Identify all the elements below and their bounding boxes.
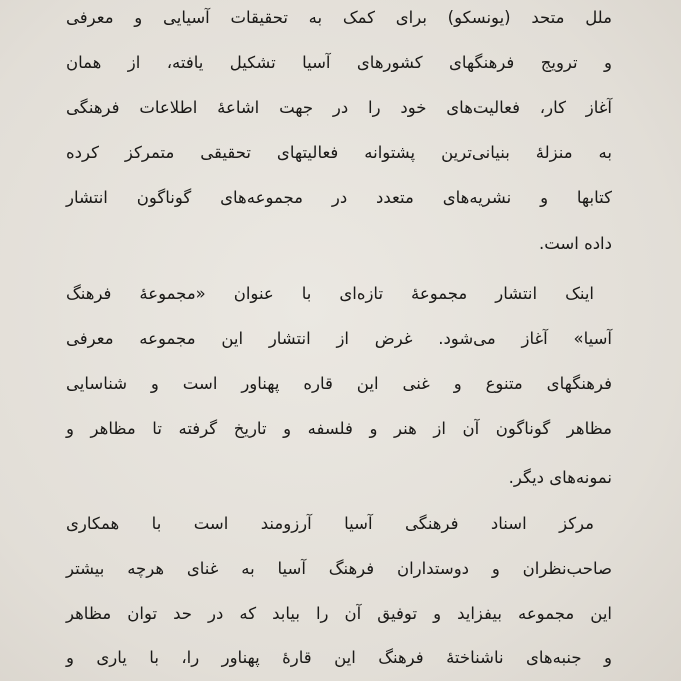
text-line: و ترویج فرهنگهای کشورهای آسیا تشکیل یافته، از همان xyxy=(66,53,612,72)
text-line: ملل متحد (یونسکو) برای کمک به تحقیقات آسیایی و معرفی xyxy=(66,8,612,27)
text-line: مرکز اسناد فرهنگی آسیا آرزومند است با همکاری xyxy=(66,514,594,533)
text-line: فرهنگهای متنوع و غنی این قاره پهناور است و شناسایی xyxy=(66,374,612,393)
text-line: و جنبه‌های ناشناختهٔ فرهنگ این قارهٔ پهناور را، با یاری و xyxy=(66,648,612,667)
text-line: این مجموعه بیفزاید و توفیق آن را بیابد که در حد توان مظاهر xyxy=(66,604,612,623)
text-line: آسیا» آغاز می‌شود. غرض از انتشار این مجموعه معرفی xyxy=(66,329,612,348)
text-line: داده است. xyxy=(538,234,612,253)
text-line: صاحب‌نظران و دوستداران فرهنگ آسیا به غنای هرچه بیشتر xyxy=(66,559,612,578)
text-line: آغاز کار، فعالیت‌های خود را در جهت اشاعهٔ اطلاعات فرهنگی xyxy=(66,98,612,117)
text-line: کتابها و نشریه‌های متعدد در مجموعه‌های گوناگون انتشار xyxy=(66,188,612,207)
text-line: به منزلهٔ بنیانی‌ترین پشتوانه فعالیتهای تحقیقی متمرکز کرده xyxy=(66,143,612,162)
text-line: مظاهر گوناگون آن از هنر و فلسفه و تاریخ گرفته تا مظاهر و xyxy=(66,419,612,438)
text-line: نمونه‌های دیگر. xyxy=(508,468,612,487)
text-line: اینک انتشار مجموعهٔ تازه‌ای با عنوان «مجموعهٔ فرهنگ xyxy=(66,284,594,303)
